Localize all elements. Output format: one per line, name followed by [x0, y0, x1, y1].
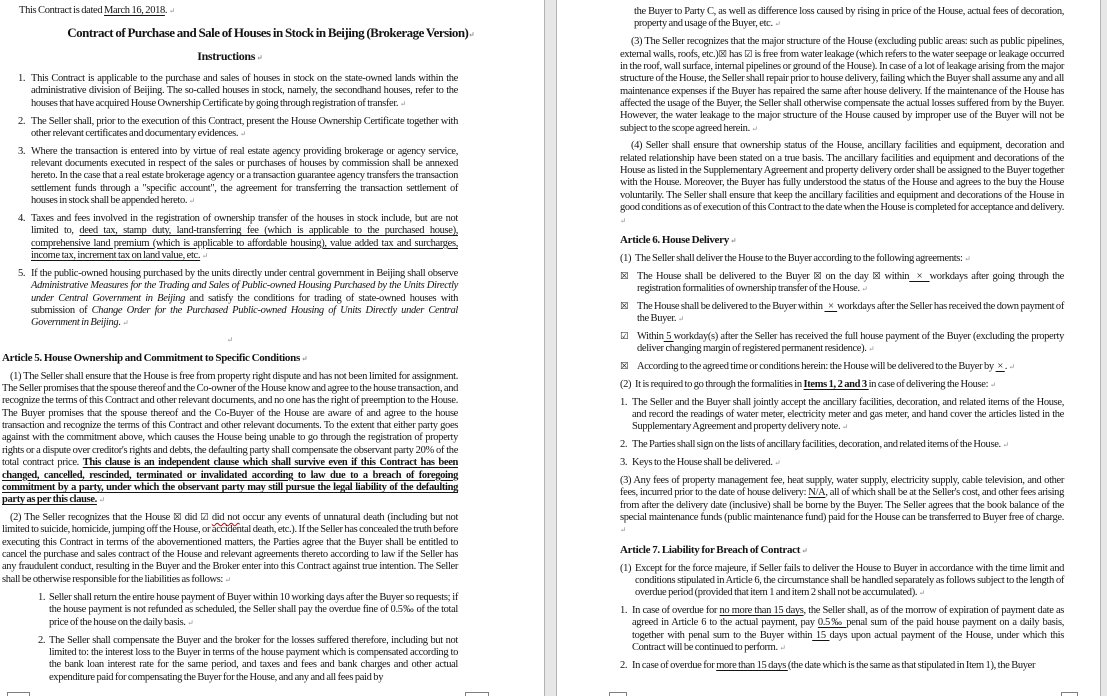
page-1-content [0, 0, 544, 684]
formality-text: The Parties shall sign on the lists of ancillary facilities, decoration, and related items of the House. ↵ [632, 439, 1009, 451]
article5-paragraph-1: (1) The Seller shall ensure that the House is free from property right dispute and has not been limited for assignment. The Seller promises that the spouse thereof and the Co-owner of the House know and agree to the house transaction, and recognize the terms of this Contract and other relevant documents, and no one has the right of preemption to the House. The Buyer promises that the spouse thereof and the Co-Buyer of the House are aware of and agree to the house transaction and recognize the terms of this Contract and other relevant documents. To the extent that either party goes against with the commitment above, which causes the House being unable to go through the registration of property rights or a dispute over creditor's rights and debts, the defaulting party shall compensate the observant party 20% of the total contract price. This clause is an independent clause which shall survive even if this Contract has been changed, cancelled, rescinded, terminated or invalidated according to law due to a breach of foregoing commitment by a party, under which the observant party may still pursue the legal liability of the defaulting party as per this clause. ↵ [2, 370, 458, 506]
cutoff-box-1 [7, 692, 30, 696]
list-marker: 2. [620, 439, 628, 451]
list-marker: 1. [38, 592, 46, 604]
instruction-text: Taxes and fees involved in the registration of ownership transfer of the houses in stock include, but are not limited to, deed tax, stamp duty, land-transferring fee (which is applicable to the purchased house), comprehensive land premium (which is applicable to affordable housing), value added tax and surcharges, income tax, increment tax on land value, etc. ↵ [31, 212, 458, 261]
paragraph-text: The Seller shall deliver the House to the Buyer according to the following agreements: ↵ [635, 252, 971, 264]
contract-title: Contract of Purchase and Sale of Houses in Stock in Beijing (Brokerage Version)↵ [67, 25, 475, 41]
option-text: The House shall be delivered to the Buyer within × workdays after the Seller has received the down payment of the Buyer. ↵ [637, 300, 1064, 325]
delivery-option-1 [620, 271, 1064, 296]
list-marker: 5. [18, 267, 26, 279]
list-marker: 2. [38, 634, 46, 646]
page-2-content [557, 0, 1100, 672]
cutoff-box-4 [1061, 692, 1078, 696]
list-marker: (2) [620, 378, 632, 390]
cutoff-box-2 [465, 692, 489, 696]
paragraph-text: Except for the force majeure, if Seller fails to deliver the House to Buyer in accordance with the time limit and conditions stipulated in Article 6, the circumstance shall be handled separately as follows subject to the length of overdue period (provided that item 1 and item 2 shall not be accumulated). ↵ [635, 562, 1064, 599]
formality-item-1 [620, 397, 1064, 434]
instruction-item-5 [18, 268, 458, 330]
instruction-item-4 [18, 213, 458, 262]
option-text: According to the agreed time or conditions herein: the House will be delivered to the Buyer by × . ↵ [637, 361, 1016, 373]
article5-paragraph-4: (4) Seller shall ensure that ownership status of the House, ancillary facilities and equipment, decoration and related relationship have been stated on a true basis. The ancillary facilities and equipment and decorations of the House as listed in the Supplementary Agreement and property delivery order shall be assigned to the Buyer together with the House. Moreover, the Buyer has fully understood the status of the House and agrees to the buy the House voluntarily. The Seller shall ensure that keep the ancillary facilities and equipment and decorations of the House in good conditions as of execution of this Contract to the date when the House is completed for acceptance and delivery. ↵ [620, 140, 1064, 225]
instructions-heading: Instructions ↵ [197, 48, 263, 63]
instruction-text: This Contract is applicable to the purchase and sales of houses in stock on the state-owned lands within the administrative division of Beijing. The so-called houses in stock, namely, the secondhand houses, refer to the houses that have acquired House Ownership Certificate by going through registration of transfer. ↵ [31, 73, 458, 109]
formality-text: The Seller and the Buyer shall jointly accept the ancillary facilities, decoration, and related items of the House, and record the readings of water meter, electricity meter and gas meter, and hand cover the articles listed in the Supplementary Agreement and property delivery note. ↵ [632, 396, 1064, 433]
list-marker: 3. [18, 145, 26, 157]
liability-text: Seller shall return the entire house payment of Buyer within 10 working days after the Buyer so requests; if the house payment is not refunded as scheduled, the Seller shall pay the overdue fine of 0.5‰ of the total price of the house on the daily basis. ↵ [49, 592, 458, 628]
delivery-option-3 [620, 331, 1064, 356]
checkbox-crossed-icon: ☒ [620, 270, 629, 282]
breach-item-2 [620, 660, 1064, 672]
article6-paragraph-1 [620, 253, 1064, 265]
list-marker: 1. [620, 605, 628, 617]
formality-item-2 [620, 439, 1064, 451]
list-marker: 1. [18, 73, 26, 85]
option-text: Within 5 workday(s) after the Seller has received the full house payment of the Buyer (excluding the property deliver changing margin of registered permanent residence). ↵ [637, 330, 1064, 355]
list-marker: 4. [18, 212, 26, 224]
article7-paragraph-1 [620, 563, 1064, 600]
delivery-option-2 [620, 301, 1064, 326]
instruction-text: If the public-owned housing purchased by the units directly under central government in Beijing shall observe Administrative Measures for the Trading and Sales of Public-owned Housing Purchased by the Units Directly under Central Government in Beijing and satisfy the conditions for trading of state-owned houses with submission of Change Order for the Purchased Public-owned Housing of Units Directly under Central Government in Beijing. ↵ [31, 267, 458, 329]
list-marker: 1. [620, 396, 628, 408]
paragraph-text: It is required to go through the formalities in Items 1, 2 and 3 in case of delivering the House: ↵ [635, 378, 997, 390]
checkbox-crossed-icon: ☒ [620, 300, 629, 312]
cutoff-box-3 [609, 692, 627, 696]
page-1 [0, 0, 545, 696]
breach-text: In case of overdue for more than 15 days (the date which is the same as that stipulated in Item 1), the Buyer [632, 659, 1036, 671]
liability-text: The Seller shall compensate the Buyer and the broker for the losses suffered therefore, including but not limited to: the interest loss to the Buyer in terms of the house payment which is compensated according to the bank loan interest rate for the same period, and taxes and fees and bank charges and other actual expenditure paid for compensating the Buyer for the House, and any and all fees paid by [49, 634, 458, 683]
list-marker: (1) [620, 252, 632, 264]
list-marker: 2. [620, 659, 628, 671]
instruction-item-2 [18, 116, 458, 141]
option-text: The House shall be delivered to the Buyer ☒ on the day ☒ within × workdays after going through the registration formalities of ownership transfer of the House. ↵ [637, 270, 1064, 294]
list-marker: 3. [620, 457, 628, 469]
breach-text: In case of overdue for no more than 15 days, the Seller shall, as of the morrow of expiration of payment date as agreed in Article 6 to the actual payment, pay 0.5‰ penal sum of the paid house payment on a daily basis, together with penal sum to the Buyer within 15 days upon actual payment of the House, under which this Contract will be continued to perform. ↵ [632, 605, 1064, 654]
delivery-option-4 [620, 361, 1064, 373]
carryover-paragraph: the Buyer to Party C, as well as difference loss caused by rising in price of the House, actual fees of decoration, property and usage of the Buyer, etc. ↵ [634, 6, 1064, 30]
instruction-text: The Seller shall, prior to the execution of this Contract, present the House Ownership Certificate together with other relevant certificates and documentary evidences. ↵ [31, 115, 458, 139]
article5-liability-list [38, 592, 458, 684]
contract-date-line: This Contract is dated March 16, 2018. ↵ [19, 5, 176, 16]
empty-paragraph-mark: ↵ [226, 334, 234, 344]
article5-paragraph-3: (3) The Seller recognizes that the major structure of the House (excluding public areas: such as public pipelines, external walls, roofs, etc.)☒ has ☑ is free from water leakage (which refers to the water seepage or leakage occurred in the roof, wall surface, internal pipelines or ground of the House). In case of a lot of leakage arising from the major structure of the House, the Seller shall repair prior to house delivery, failing which the Buyer shall assume any and all maintenance expenses if the Buyer has repaired the same after house delivery. If the maintenance of the House has affected the usage of the Buyer, the Seller shall otherwise compensate the actual losses suffered from by the Buyer. However, the water leakage to the major structure of the House caused by improper use of the Buyer will not be subject to the scope agreed herein. ↵ [620, 36, 1064, 134]
instruction-item-1 [18, 73, 458, 110]
liability-item-1 [38, 592, 458, 629]
list-marker: (1) [620, 562, 632, 574]
page-2 [556, 0, 1101, 696]
breach-item-1 [620, 605, 1064, 654]
article-5-heading: Article 5. House Ownership and Commitment to Specific Conditions ↵ [2, 351, 308, 364]
checkbox-checked-icon: ☑ [620, 330, 629, 342]
instruction-text: Where the transaction is entered into by virtue of real estate agency providing brokerage or agency service, relevant documents executed in respect of the sales or purchases of houses by commission shall be annexed hereto. In the case that a real estate brokerage agency or a transaction guarantee agency transfers the transaction settlement funds through a "specific account", the agreement for transferring the transaction settlement of houses in stock shall be appended hereto. ↵ [31, 145, 458, 207]
article6-paragraph-3: (3) Any fees of property management fee, heat supply, water supply, electricity supply, cable television, and other fees, incurred prior to the date of house delivery: N/A, all of which shall be at the Seller's cost, and other fees arising from after the delivery date (inclusive) shall be borne by the Buyer. The Seller agrees that the book balance of the special maintenance funds (public maintenance fund) paid for the House can be transferred to Buyer free of charge. ↵ [620, 475, 1064, 535]
list-marker: 2. [18, 115, 26, 127]
article6-paragraph-2 [620, 379, 1064, 391]
checkbox-crossed-icon: ☒ [620, 361, 629, 373]
liability-item-2 [38, 635, 458, 684]
article5-paragraph-2: (2) The Seller recognizes that the House ☒ did ☑ did not occur any events of unnatural death (including but not limited to suicide, homicide, jumping off the House, or accidental death, etc.). If the Seller has concealed the truth before executing this Contract in terms of the abovementioned matters, the Parties agree that the Buyer shall be entitled to cancel the purchase and sales contract of the House and relevant agreements thereto according to law if the Seller has any fraudulent conduct, resulting in the Buyer and the Broker enter into this Contract against true intention. The Seller shall be otherwise responsible for the liabilities as follows: ↵ [2, 512, 459, 585]
formality-item-3 [620, 457, 1064, 469]
instruction-item-3 [18, 146, 458, 208]
instructions-list [18, 73, 458, 330]
formality-text: Keys to the House shall be delivered. ↵ [632, 457, 781, 469]
article-6-heading: Article 6. House Delivery ↵ [620, 233, 737, 246]
article-7-heading: Article 7. Liability for Breach of Contract ↵ [620, 543, 808, 556]
